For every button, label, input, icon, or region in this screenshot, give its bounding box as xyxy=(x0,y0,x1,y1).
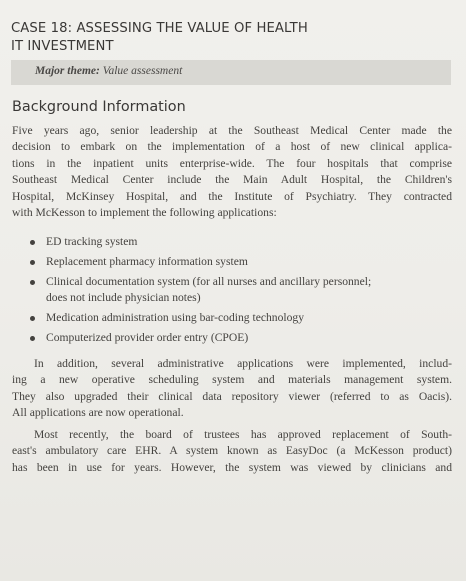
paragraph-line: has been in use for years. However, the system was viewed by clinicians and xyxy=(12,460,452,474)
list-item-text: Computerized provider order entry (CPOE) xyxy=(46,331,249,345)
list-item-text: ED tracking system xyxy=(46,235,138,248)
bullet-dot-icon xyxy=(30,260,35,265)
theme-bar xyxy=(11,60,451,85)
paragraph-line: They also upgraded their clinical data repository viewer (referred to as Oacis). xyxy=(12,389,452,403)
theme-label: Major theme: xyxy=(35,65,100,77)
paragraph-line: east's ambulatory care EHR. A system known as EasyDoc (a McKesson product) xyxy=(12,444,452,458)
list-item xyxy=(30,310,450,326)
applications-list xyxy=(30,234,450,350)
paragraph-ambulatory xyxy=(12,427,452,476)
paragraph-line: ing a new operative scheduling system and materials management system. xyxy=(12,373,452,387)
case-title-line-1: CASE 18: ASSESSING THE VALUE OF HEALTH xyxy=(11,21,308,36)
paragraph-administrative xyxy=(12,356,452,422)
paragraph-line: In addition, several administrative applications were implemented, includ- xyxy=(34,357,452,370)
paragraph-line: Southeast Medical Center include the Main Adult Hospital, the Children's xyxy=(12,173,452,187)
paragraph-line: All applications are now operational. xyxy=(12,406,184,420)
paragraph-line: Most recently, the board of trustees has approved replacement of South- xyxy=(34,428,452,441)
list-item-text: does not include physician notes) xyxy=(46,291,201,305)
case-title xyxy=(11,20,431,56)
paragraph-line: Five years ago, senior leadership at the Southeast Medical Center made the xyxy=(12,124,452,137)
paragraph-line: tions in the inpatient units enterprise-wide. The four hospitals that comprise xyxy=(12,156,452,170)
section-heading: Background Information xyxy=(12,99,186,115)
paragraph-line: with McKesson to implement the following applications: xyxy=(12,206,277,220)
list-item-text: Replacement pharmacy information system xyxy=(46,255,248,268)
list-item-text: Medication administration using bar-coding technology xyxy=(46,311,304,325)
bullet-dot-icon xyxy=(30,316,35,321)
paragraph-line: decision to embark on the implementation of a host of new clinical applica- xyxy=(12,140,452,154)
list-item xyxy=(30,254,450,270)
bullet-dot-icon xyxy=(30,240,35,245)
bullet-dot-icon xyxy=(30,280,35,285)
list-item xyxy=(30,330,450,346)
case-title-line-2: IT INVESTMENT xyxy=(11,39,114,54)
list-item xyxy=(30,274,450,307)
list-item-text: Clinical documentation system (for all nurses and ancillary personnel; xyxy=(46,275,372,288)
paragraph-background xyxy=(12,123,452,221)
paragraph-line: Hospital, McKinsey Hospital, and the Institute of Psychiatry. They contracted xyxy=(12,189,452,203)
list-item xyxy=(30,234,450,250)
theme-value: Value assessment xyxy=(102,65,183,77)
theme-text xyxy=(35,65,182,77)
bullet-dot-icon xyxy=(30,336,35,341)
